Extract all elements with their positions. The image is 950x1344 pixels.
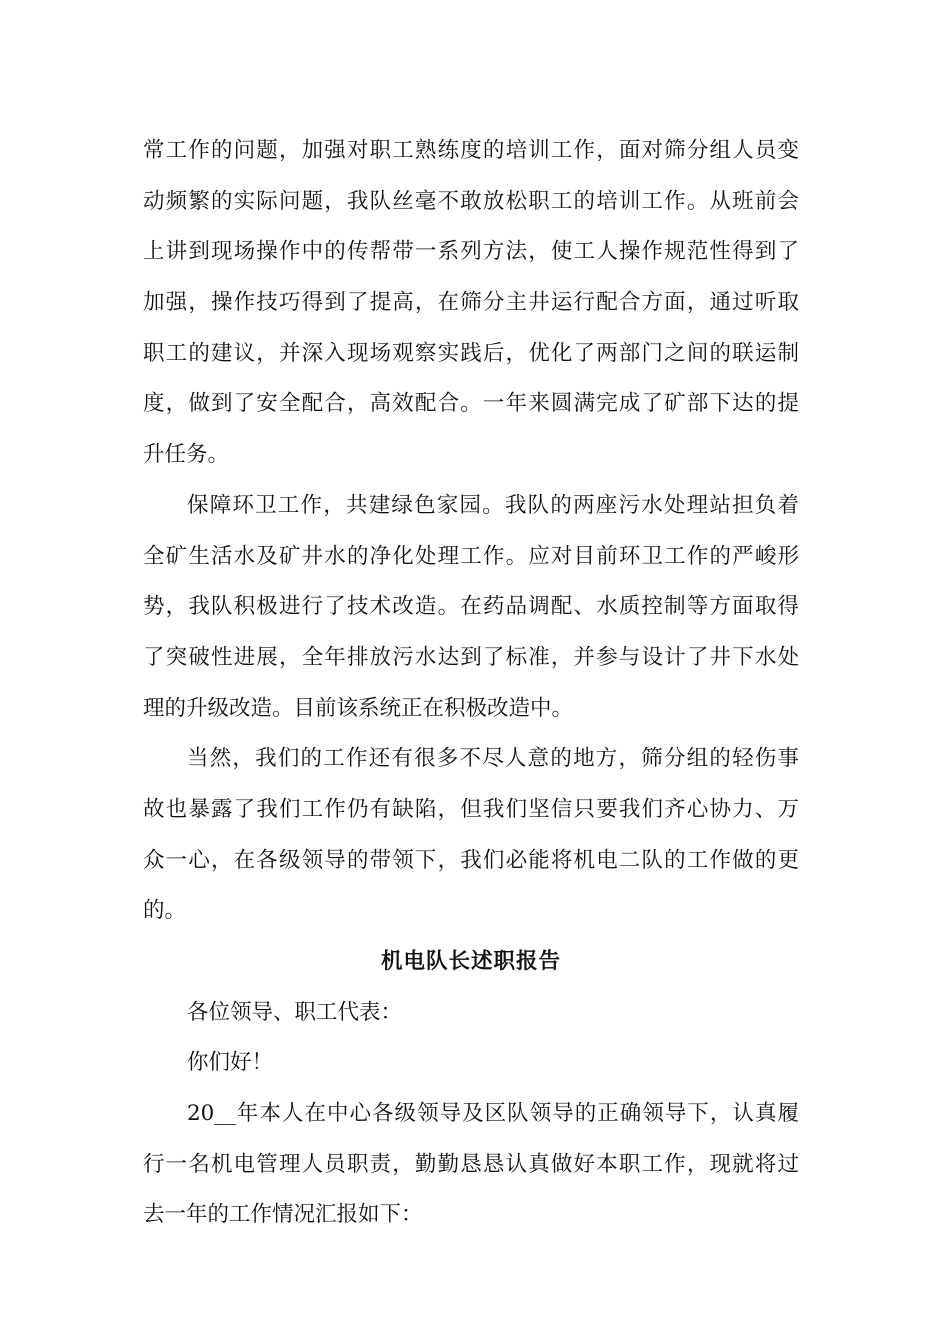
text-line: 势，我队积极进行了技术改造。在药品调配、水质控制等方面取得 xyxy=(143,594,799,620)
document-body xyxy=(143,126,799,1241)
text-line: 动频繁的实际问题，我队丝毫不敢放松职工的培训工作。从班前会 xyxy=(143,188,799,214)
text-line: 故也暴露了我们工作仍有缺陷，但我们坚信只要我们齐心协力、万 xyxy=(143,796,799,822)
text-line: 理的升级改造。目前该系统正在积极改造中。 xyxy=(143,695,574,721)
text-line: 当然，我们的工作还有很多不尽人意的地方，筛分组的轻伤事 xyxy=(187,746,799,772)
text-line: 全矿生活水及矿井水的净化处理工作。应对目前环卫工作的严峻形 xyxy=(143,543,799,569)
greeting: 你们好！ xyxy=(187,1050,274,1076)
text-line: 行一名机电管理人员职责，勤勤恳恳认真做好本职工作，现就将过 xyxy=(143,1151,799,1177)
section-title: 机电队长述职报告 xyxy=(380,949,561,974)
text-line: 了突破性进展，全年排放污水达到了标准，并参与设计了井下水处 xyxy=(143,644,799,670)
text-line: 常工作的问题，加强对职工熟练度的培训工作，面对筛分组人员变 xyxy=(143,138,799,163)
paragraph-2 xyxy=(143,481,799,734)
paragraph-4 xyxy=(143,1089,799,1241)
paragraph-3 xyxy=(143,734,799,937)
text-line: 度，做到了安全配合，高效配合。一年来圆满完成了矿部下达的提 xyxy=(143,391,799,417)
text-line: 保障环卫工作，共建绿色家园。我队的两座污水处理站担负着 xyxy=(187,492,799,518)
text-line: 20__年本人在中心各级领导及区队领导的正确领导下，认真履 xyxy=(187,1101,799,1127)
salutation: 各位领导、职工代表： xyxy=(187,999,403,1025)
text-line: 上讲到现场操作中的传帮带一系列方法，使工人操作规范性得到了 xyxy=(143,239,799,265)
text-line: 升任务。 xyxy=(143,442,230,468)
paragraph-1 xyxy=(143,126,799,481)
text-line: 众一心，在各级领导的带领下，我们必能将机电二队的工作做的更 xyxy=(143,847,799,873)
text-line: 去一年的工作情况汇报如下： xyxy=(143,1202,423,1228)
text-line: 加强，操作技巧得到了提高，在筛分主井运行配合方面，通过听取 xyxy=(143,290,799,316)
text-line: 职工的建议，并深入现场观察实践后，优化了两部门之间的联运制 xyxy=(143,340,799,366)
text-line: 的。 xyxy=(143,898,187,924)
